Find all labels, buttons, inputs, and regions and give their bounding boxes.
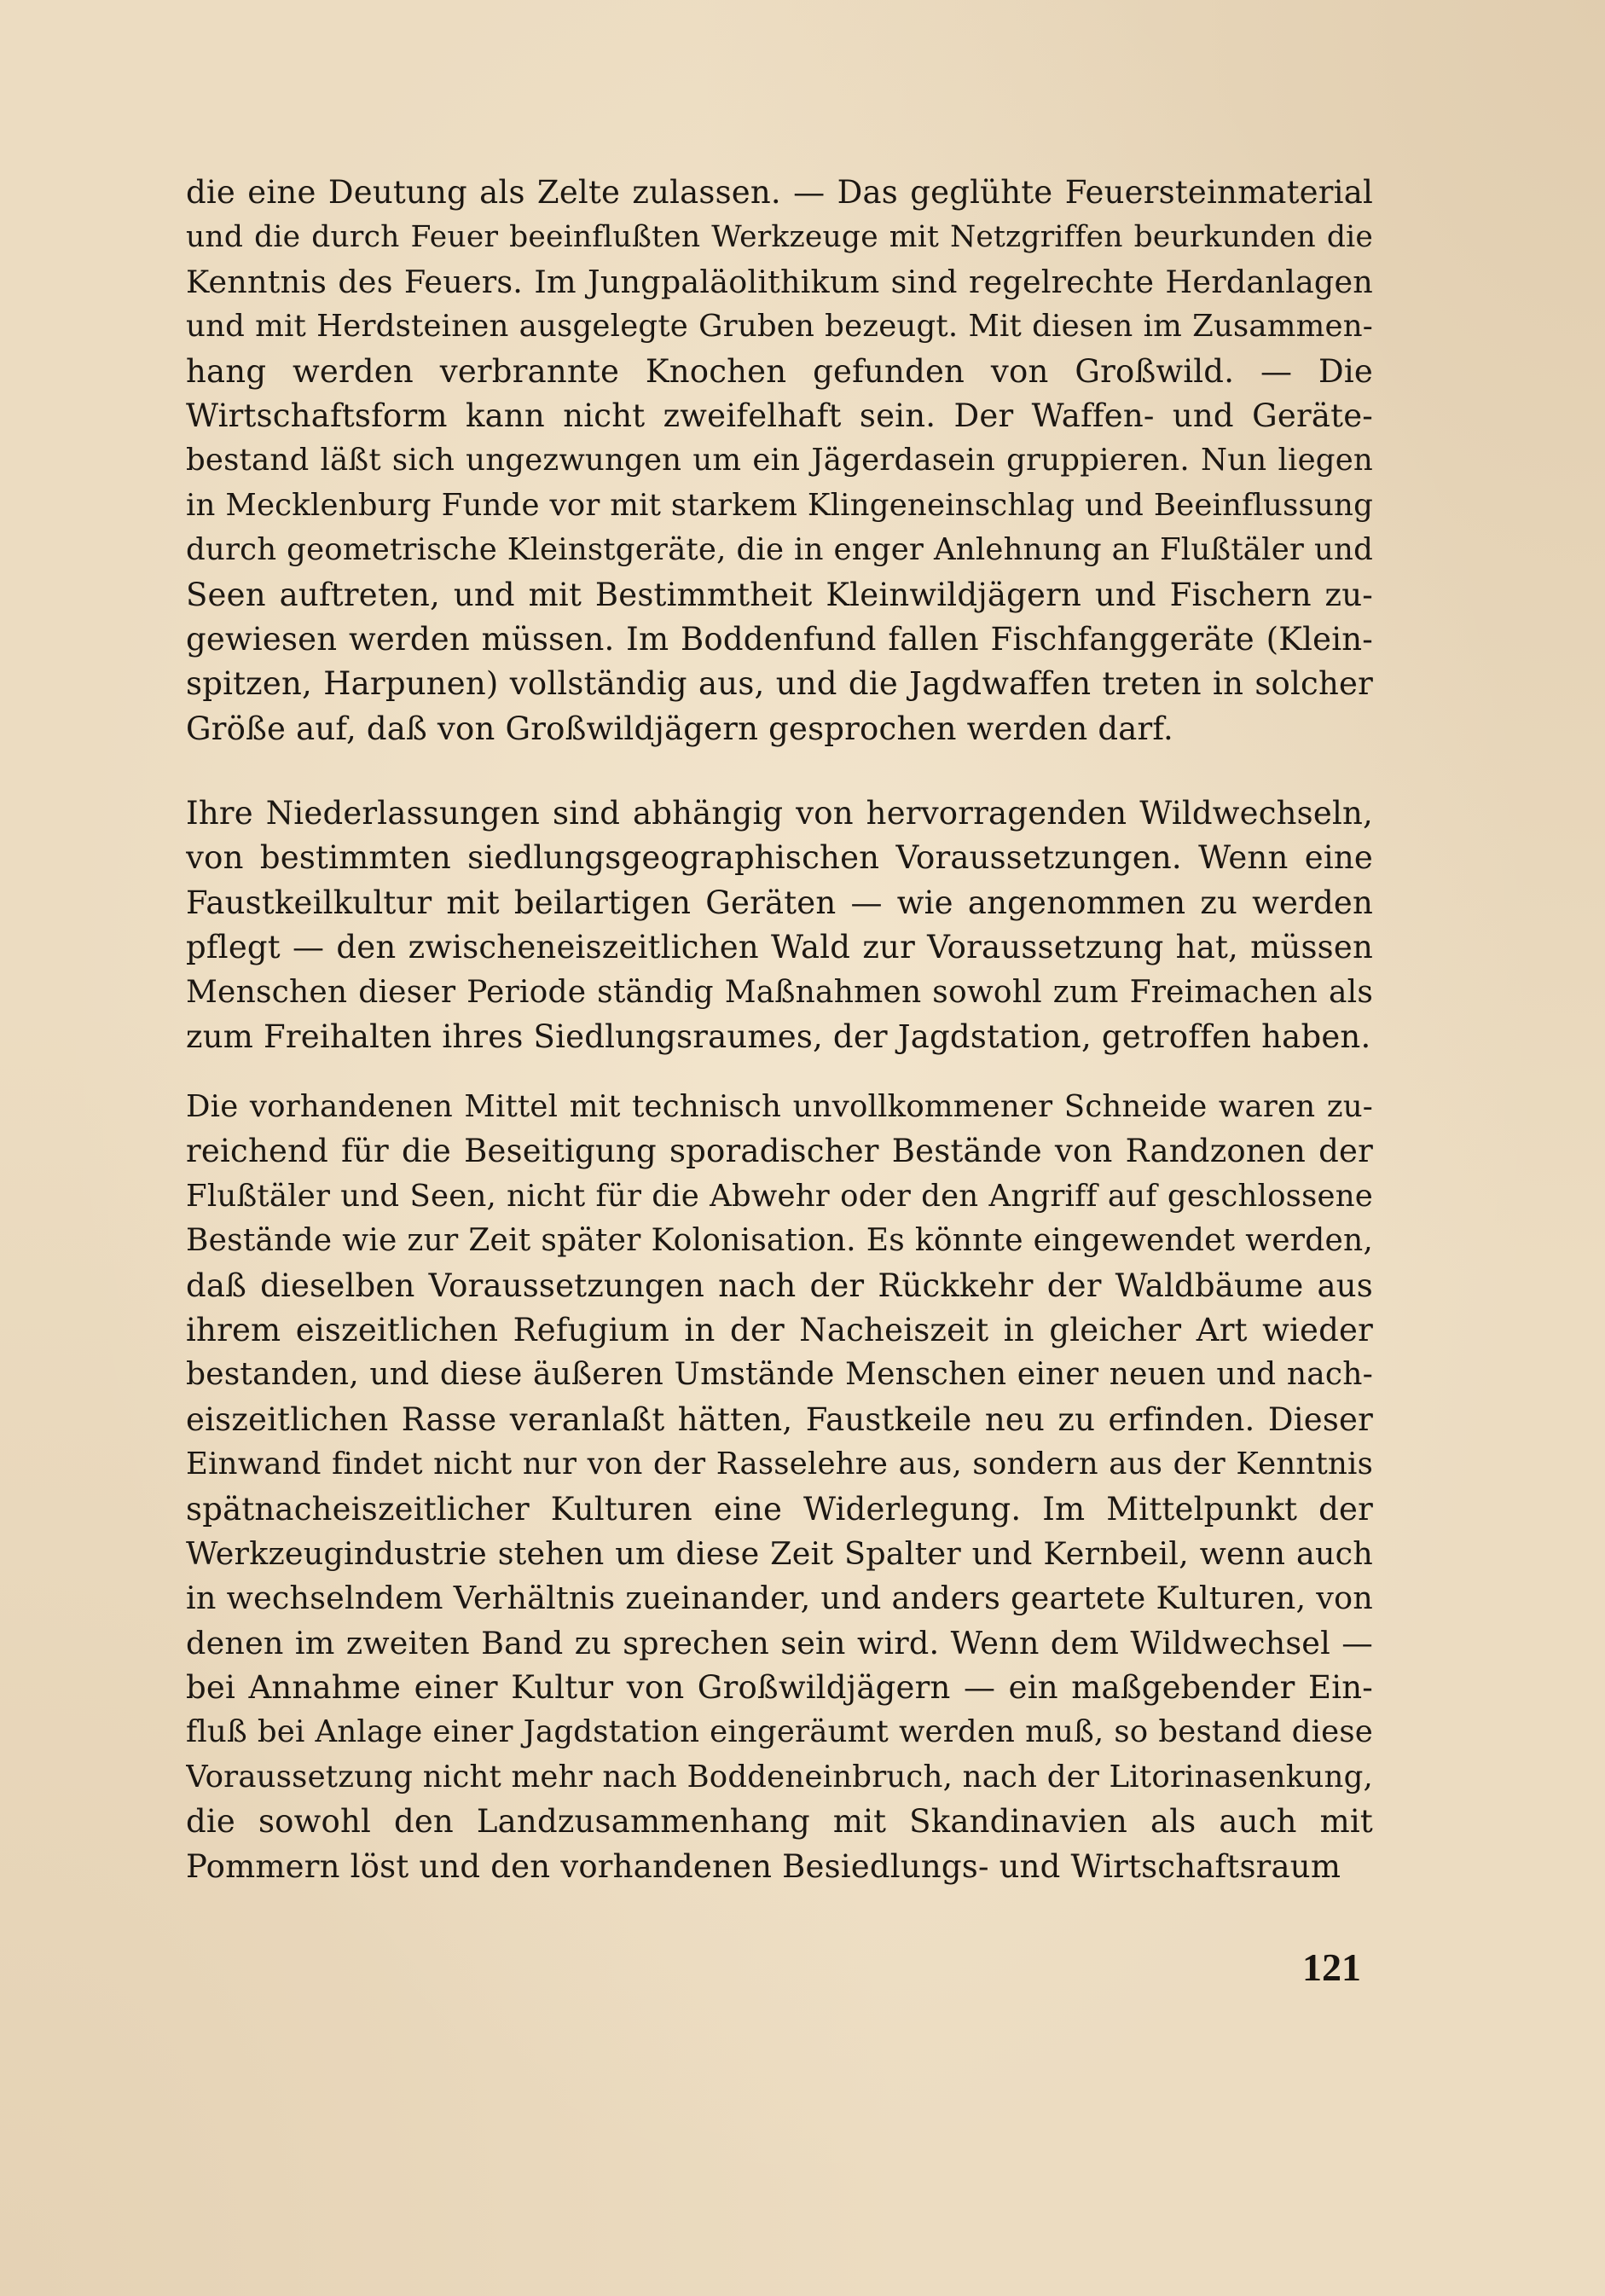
text-line: spitzen, Harpunen) vollständig aus, und die Jagdwaffen treten in solcher (186, 665, 1373, 703)
text-line: Einwand findet nicht nur von der Rasselehre aus, sondern aus der Kenntnis (186, 1447, 1373, 1482)
text-line: hang werden verbrannte Knochen gefunden von Großwild. — Die (186, 352, 1373, 390)
paragraph-1 (186, 171, 1373, 751)
text-line: Faustkeilkultur mit beilartigen Geräten — wie angenommen zu werden (186, 884, 1373, 921)
text-line: Kenntnis des Feuers. Im Jungpaläolithikum sind regelrechte Herdanlagen (186, 263, 1373, 300)
text-line: in Mecklenburg Funde vor mit starkem Klingeneinschlag und Beeinflussung (186, 487, 1373, 523)
text-line: ihrem eiszeitlichen Refugium in der Nacheiszeit in gleicher Art wieder (186, 1311, 1373, 1348)
text-line: Flußtäler und Seen, nicht für die Abwehr oder den Angriff auf geschlossene (186, 1178, 1373, 1214)
text-line: spätnacheiszeitlicher Kulturen eine Widerlegung. Im Mittelpunkt der (186, 1490, 1373, 1528)
text-line: Menschen dieser Periode ständig Maßnahmen sowohl zum Freimachen als (186, 974, 1373, 1010)
text-line: pflegt — den zwischeneiszeitlichen Wald zur Voraussetzung hat, müssen (186, 929, 1373, 966)
text-line: und die durch Feuer beeinflußten Werkzeuge mit Netzgriffen beurkunden die (186, 220, 1373, 255)
text-line: bestand läßt sich ungezwungen um ein Jägerdasein gruppieren. Nun liegen (186, 443, 1373, 478)
text-line: eiszeitlichen Rasse veranlaßt hätten, Faustkeile neu zu erfinden. Dieser (186, 1400, 1373, 1438)
text-line: bestanden, und diese äußeren Umstände Menschen einer neuen und nach- (186, 1357, 1373, 1393)
text-line: Ihre Niederlassungen sind abhängig von hervorragenden Wildwechseln, (186, 795, 1373, 832)
paragraph-3 (186, 1085, 1373, 1889)
text-line: Bestände wie zur Zeit später Kolonisation. Es könnte eingewendet werden, (186, 1223, 1373, 1259)
text-line: die sowohl den Landzusammenhang mit Skandinavien als auch mit (186, 1803, 1373, 1841)
text-line: die eine Deutung als Zelte zulassen. — Das geglühte Feuersteinmaterial (186, 174, 1373, 211)
text-line: durch geometrische Kleinstgeräte, die in enger Anlehnung an Flußtäler und (186, 532, 1373, 568)
text-line: Pommern löst und den vorhandenen Besiedlungs- und Wirtschaftsraum (186, 1847, 1341, 1885)
text-line: Die vorhandenen Mittel mit technisch unvollkommener Schneide waren zu- (186, 1089, 1373, 1124)
text-line: reichend für die Beseitigung sporadischer Bestände von Randzonen der (186, 1133, 1373, 1170)
text-line: Wirtschaftsform kann nicht zweifelhaft sein. Der Waffen- und Geräte- (186, 397, 1373, 434)
text-line: Voraussetzung nicht mehr nach Boddeneinbruch, nach der Litorinasenkung, (186, 1759, 1373, 1794)
text-line: bei Annahme einer Kultur von Großwildjägern — ein maßgebender Ein- (186, 1669, 1373, 1707)
text-line: denen im zweiten Band zu sprechen sein wird. Wenn dem Wildwechsel — (186, 1624, 1373, 1661)
text-line: fluß bei Anlage einer Jagdstation eingeräumt werden muß, so bestand diese (186, 1714, 1373, 1750)
text-line: Werkzeugindustrie stehen um diese Zeit Spalter und Kernbeil, wenn auch (186, 1534, 1373, 1572)
text-line: zum Freihalten ihres Siedlungsraumes, der Jagdstation, getroffen haben. (186, 1018, 1371, 1055)
paragraph-2 (186, 791, 1373, 1059)
text-line: und mit Herdsteinen ausgelegte Gruben bezeugt. Mit diesen im Zusammen- (186, 309, 1373, 345)
text-line: von bestimmten siedlungsgeographischen Voraussetzungen. Wenn eine (186, 839, 1373, 877)
text-line: Seen auftreten, und mit Bestimmtheit Kleinwildjägern und Fischern zu- (186, 576, 1373, 613)
page-number: 121 (1302, 1945, 1361, 1989)
text-line: gewiesen werden müssen. Im Boddenfund fallen Fischfanggeräte (Klein- (186, 620, 1373, 658)
text-line: Größe auf, daß von Großwildjägern gesprochen werden darf. (186, 710, 1173, 747)
text-line: in wechselndem Verhältnis zueinander, und anders geartete Kulturen, von (186, 1580, 1373, 1617)
text-line: daß dieselben Voraussetzungen nach der Rückkehr der Waldbäume aus (186, 1267, 1373, 1304)
